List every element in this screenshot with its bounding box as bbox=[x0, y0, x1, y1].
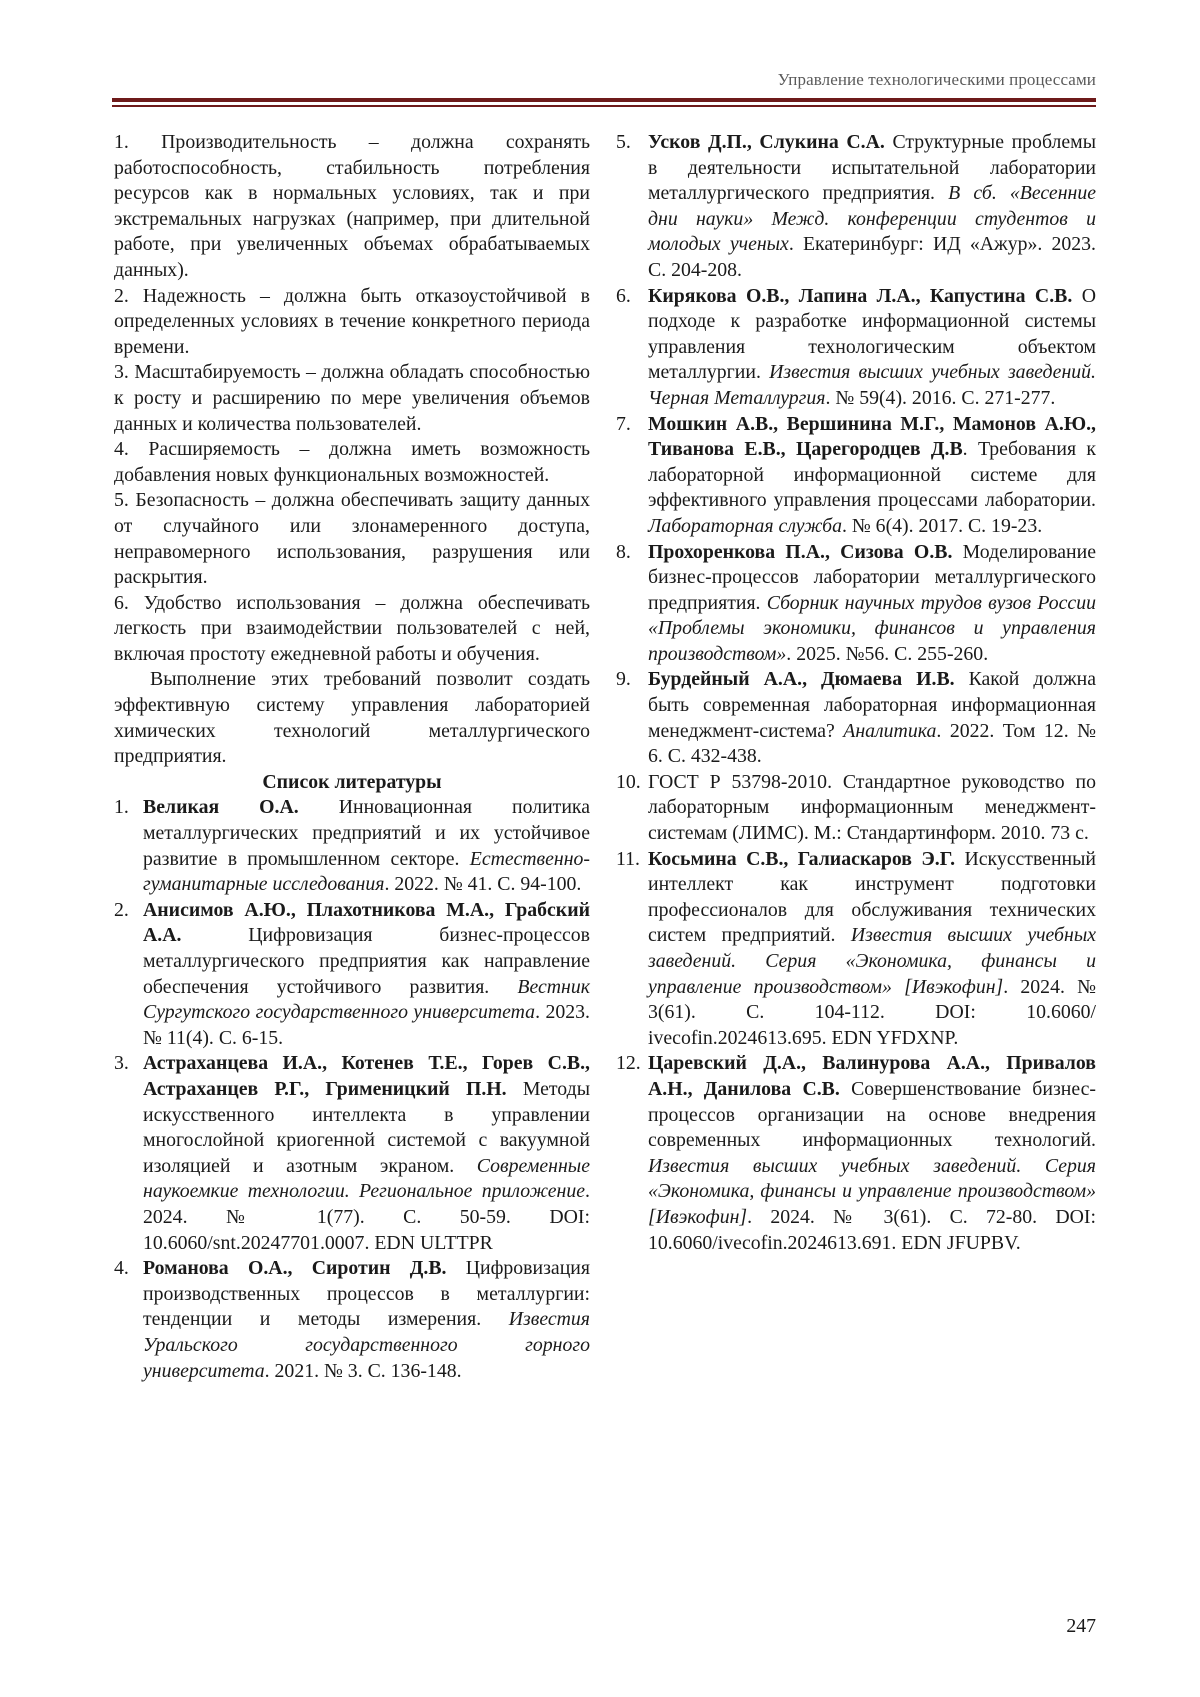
reference-title: Цифровизация производственных процессов в металлургии: тенденции и методы измерения. bbox=[143, 1257, 590, 1331]
reference-title: Инновационная политика металлургических предприятий и их устойчивое развитие в промышленном секторе. bbox=[143, 796, 590, 870]
reference-source: Лабораторная служба bbox=[648, 514, 842, 537]
reference-authors: Косьмина С.В., Галиаскаров Э.Г. bbox=[648, 847, 956, 870]
reference-title: О подходе к разработке информационной системы управления технологическим объектом металлургии. bbox=[648, 284, 1096, 384]
reference-number: 4. bbox=[114, 1257, 129, 1280]
requirement-paragraph: 2. Надежность – должна быть отказоустойчивой в определенных условиях в течение конкретного периода времени. bbox=[114, 284, 590, 358]
reference-authors: Астраханцева И.А., Котенев Т.Е., Горев С.В., Астраханцев Р.Г., Грименицкий П.Н. bbox=[143, 1052, 590, 1100]
reference-item bbox=[616, 667, 1096, 769]
reference-item bbox=[114, 1051, 590, 1256]
reference-details: . 2025. №56. С. 255-260. bbox=[786, 642, 989, 665]
reference-source: Аналитика bbox=[843, 719, 937, 742]
reference-details: . Екатеринбург: ИД «Ажур». 2023. С. 204-208. bbox=[648, 233, 1096, 281]
reference-source: Известия высших учебных заведений. Серия «Экономика, финансы и управление производством» [Ивэкофин] bbox=[648, 924, 1096, 998]
reference-authors: Прохоренкова П.А., Сизова О.В. bbox=[648, 540, 953, 563]
reference-number: 5. bbox=[616, 131, 631, 153]
reference-authors: Мошкин А.В., Вершинина М.Г., Мамонов А.Ю., Тиванова Е.В., Царегородцев Д.В bbox=[648, 412, 1096, 461]
reference-details: . 2022. № 41. С. 94-100. bbox=[384, 873, 582, 896]
reference-item bbox=[616, 1051, 1096, 1256]
reference-title: . Требования к лабораторной информационной системе для эффективного управления процессами лаборатории. bbox=[648, 438, 1096, 512]
page-number: 247 bbox=[1066, 1615, 1096, 1637]
reference-number: 11. bbox=[616, 847, 640, 870]
reference-authors: Бурдейный А.А., Дюмаева И.В. bbox=[648, 668, 955, 691]
reference-number: 8. bbox=[616, 540, 631, 563]
reference-authors: Царевский Д.А., Валинурова А.А., Привалов А.Н., Данилова С.В. bbox=[648, 1052, 1096, 1100]
reference-title: ГОСТ Р 53798-2010. Стандартное руководство по лабораторным информационным менеджмент-системам (ЛИМС). М.: Стандартинформ. 2010. 73 с. bbox=[648, 770, 1096, 845]
reference-authors: Анисимов А.Ю., Плахотникова М.А., Грабский А.А. bbox=[143, 898, 590, 947]
reference-details: . 2022. Том 12. № 6. С. 432-438. bbox=[648, 719, 1096, 768]
reference-item bbox=[114, 1256, 590, 1384]
reference-item bbox=[114, 795, 590, 897]
reference-details: . 2024. № 3(61). С. 72-80. DOI: 10.6060/ivecofin.2024613.691. EDN JFUPBV. bbox=[648, 1205, 1096, 1254]
requirement-paragraph: 6. Удобство использования – должна обеспечивать легкость при взаимодействии пользователей с ней, включая простоту ежедневной работы и обучения. bbox=[114, 591, 590, 665]
reference-list-right bbox=[616, 130, 1096, 1256]
reference-source: Известия Уральского государственного горного университета bbox=[143, 1308, 590, 1382]
reference-number: 3. bbox=[114, 1052, 129, 1075]
reference-title: Методы искусственного интеллекта в управлении многослойной криогенной системой с вакуумной изоляцией и азотным экраном. bbox=[143, 1077, 590, 1177]
reference-source: Известия высших учебных заведений. Черная Металлургия bbox=[648, 361, 1097, 409]
reference-number: 7. bbox=[616, 412, 631, 435]
reference-title: Совершенствование бизнес-процессов организации на основе внедрения современных информационных технологий. bbox=[648, 1077, 1096, 1152]
reference-authors: Великая О.А. bbox=[143, 796, 299, 819]
header-rule-thin bbox=[112, 105, 1096, 107]
requirement-paragraph: 5. Безопасность – должна обеспечивать защиту данных от случайного или злонамеренного доступа, неправомерного использования, разрушения или раскрытия. bbox=[114, 489, 590, 589]
reference-number: 1. bbox=[114, 796, 129, 819]
reference-number: 2. bbox=[114, 898, 129, 921]
left-column bbox=[114, 130, 590, 1384]
reference-title: Моделирование бизнес-процессов лаборатории металлургического предприятия. bbox=[648, 540, 1096, 614]
reference-details: . № 59(4). 2016. С. 271-277. bbox=[825, 386, 1056, 409]
reference-item bbox=[616, 284, 1096, 412]
reference-number: 9. bbox=[616, 668, 631, 691]
reference-title: Какой должна быть современная лабораторная информационная менеджмент-система? bbox=[648, 668, 1096, 742]
reference-number: 6. bbox=[616, 284, 631, 307]
reference-title: Цифровизация бизнес-процессов металлургического предприятия как направление обеспечения устойчивого развития. bbox=[143, 924, 590, 998]
reference-authors: Романова О.А., Сиротин Д.В. bbox=[143, 1257, 447, 1280]
requirement-paragraph: 1. Производительность – должна сохранять работоспособность, стабильность потребления ресурсов как в нормальных условиях, так и при экстремальных нагрузках (например, при длительной работе, при увеличенных объемах обрабатываемых данных). bbox=[114, 131, 590, 281]
reference-source: Известия высших учебных заведений. Серия «Экономика, финансы и управление производством» [Ивэкофин] bbox=[648, 1154, 1096, 1228]
reference-source: Современные наукоемкие технологии. Региональное приложение bbox=[143, 1154, 590, 1203]
reference-list-left bbox=[114, 795, 590, 1384]
references-heading: Список литературы bbox=[262, 770, 442, 793]
reference-item bbox=[616, 847, 1096, 1052]
reference-details: . 2024. № 3(61). С. 104-112. DOI: 10.6060/ ivecofin.2024613.695. EDN YFDXNP. bbox=[648, 975, 1096, 1049]
reference-source: Сборник научных трудов вузов России «Проблемы экономики, финансов и управления производством» bbox=[648, 591, 1096, 665]
reference-authors: Усков Д.П., Слукина С.А. bbox=[648, 131, 885, 153]
header-rule-thick bbox=[112, 98, 1096, 102]
reference-details: . 2021. № 3. С. 136-148. bbox=[264, 1359, 462, 1382]
reference-item bbox=[114, 898, 590, 1052]
reference-number: 10. bbox=[616, 770, 641, 793]
right-column bbox=[616, 130, 1096, 1256]
reference-item bbox=[616, 770, 1096, 847]
reference-details: . 2023. № 11(4). С. 6-15. bbox=[143, 1001, 590, 1049]
conclusion-paragraph: Выполнение этих требований позволит создать эффективную систему управления лабораторией химических технологий металлургического предприятия. bbox=[114, 668, 590, 768]
reference-number: 12. bbox=[616, 1052, 641, 1075]
reference-authors: Кирякова О.В., Лапина Л.А., Капустина С.В. bbox=[648, 284, 1073, 307]
reference-item bbox=[616, 540, 1096, 668]
reference-details: . № 6(4). 2017. С. 19-23. bbox=[841, 514, 1043, 537]
requirement-paragraph: 4. Расширяемость – должна иметь возможность добавления новых функциональных возможностей. bbox=[114, 438, 590, 486]
reference-details: . 2024. № 1(77). С. 50-59. DOI: 10.6060/snt.20247701.0007. EDN ULTTPR bbox=[143, 1180, 590, 1254]
reference-source: В сб. «Весенние дни науки» Межд. конференции студентов и молодых ученых bbox=[648, 182, 1096, 256]
reference-title: Искусственный интеллект как инструмент подготовки профессионалов для обслуживания технических систем предприятий. bbox=[648, 847, 1096, 947]
reference-item bbox=[616, 130, 1096, 284]
running-head: Управление технологическими процессами bbox=[777, 70, 1096, 89]
reference-source: Вестник Сургутского государственного университета bbox=[143, 975, 590, 1024]
requirement-paragraph: 3. Масштабируемость – должна обладать способностью к росту и расширению по мере увеличения объемов данных и количества пользователей. bbox=[114, 361, 590, 435]
reference-source: Естественно-гуманитарные исследования bbox=[143, 847, 590, 896]
reference-title: Структурные проблемы в деятельности испытательной лаборатории металлургического предприятия. bbox=[648, 131, 1096, 205]
reference-item bbox=[616, 412, 1096, 540]
